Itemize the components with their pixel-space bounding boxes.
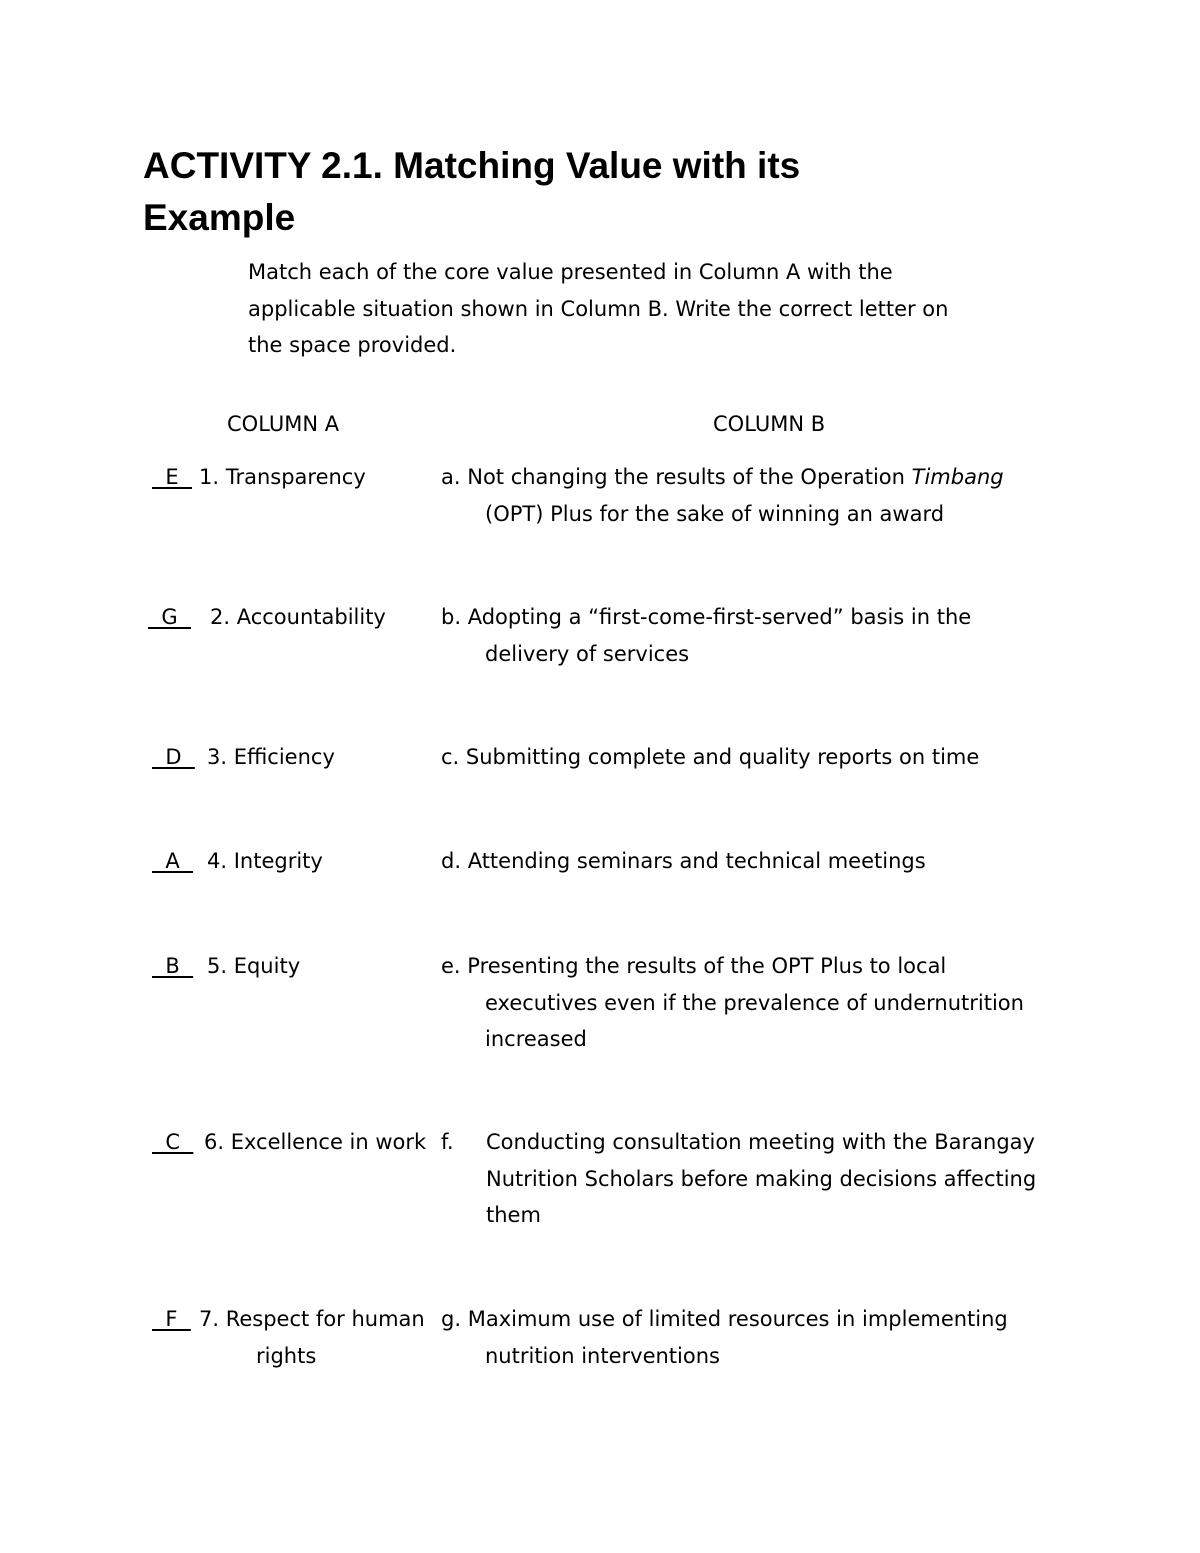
instructions: Match each of the core value presented in Column A with the applicable situation shown in Column B. Write the correct letter on the space provided. [248, 260, 949, 357]
answer-letter: A [152, 849, 194, 873]
column-a-value [199, 1301, 425, 1374]
answer-letter: F [152, 1307, 191, 1331]
column-a-value: 2. Accountability [210, 605, 386, 629]
example-text: Conducting consultation meeting with the Barangay [486, 1130, 1035, 1154]
example-letter: g. [441, 1307, 462, 1331]
answer-letter: C [152, 1130, 194, 1154]
example-text: Presenting the results of the OPT Plus to local [467, 954, 947, 978]
column-b-example [486, 1124, 1036, 1234]
column-b-example [441, 599, 971, 672]
column-a-value-line: rights [256, 1343, 317, 1368]
answer-blank[interactable] [152, 1124, 193, 1161]
example-italic-term: Timbang [911, 465, 1004, 489]
activity-title: ACTIVITY 2.1. Matching Value with its Example [143, 145, 801, 238]
column-a-value: 5. Equity [207, 954, 301, 978]
column-b-example [441, 739, 979, 776]
answer-blank[interactable] [148, 599, 191, 636]
example-text: Submitting complete and quality reports on time [465, 745, 980, 769]
example-text: Attending seminars and technical meetings [467, 849, 926, 873]
column-b-example [441, 948, 1024, 1058]
example-text: Adopting a “first-come-first-served” basis in the [467, 605, 972, 629]
column-a-value: 1. Transparency [199, 465, 366, 489]
example-text-line: increased [485, 1027, 587, 1051]
example-letter: e. [441, 954, 461, 978]
column-a-value: 3. Efficiency [207, 745, 335, 769]
example-text-line: nutrition interventions [485, 1343, 720, 1368]
column-a-header: COLUMN A [227, 412, 340, 436]
example-text-line: them [486, 1203, 541, 1227]
example-text: Maximum use of limited resources in implementing [467, 1307, 1008, 1331]
answer-letter: D [152, 745, 195, 769]
column-a-value-text: 7. Respect for human [199, 1307, 425, 1331]
column-b-example [441, 843, 926, 880]
column-b-example [441, 1301, 1008, 1374]
answer-letter: B [152, 954, 194, 978]
answer-blank[interactable] [152, 1301, 191, 1338]
column-a-value: 6. Excellence in work [204, 1130, 427, 1154]
answer-letter: G [148, 605, 191, 629]
answer-letter: E [152, 465, 192, 489]
example-text-line: (OPT) Plus for the sake of winning an award [485, 501, 945, 526]
example-letter: a. [441, 465, 461, 489]
example-letter: c. [441, 745, 460, 769]
example-text: Not changing the results of the Operation [467, 465, 905, 489]
column-b-example [441, 459, 1004, 532]
column-a-value: 4. Integrity [207, 849, 323, 873]
answer-blank[interactable] [152, 948, 193, 985]
example-letter: d. [441, 849, 462, 873]
column-b-header: COLUMN B [713, 412, 826, 436]
answer-blank[interactable] [152, 843, 193, 880]
example-text-line: Nutrition Scholars before making decisions affecting [486, 1166, 1037, 1191]
example-letter: f. [441, 1130, 454, 1154]
example-text-line: executives even if the prevalence of undernutrition [485, 990, 1024, 1015]
answer-blank[interactable] [152, 739, 195, 776]
example-text-line: delivery of services [485, 641, 690, 666]
example-letter: b. [441, 605, 462, 629]
answer-blank[interactable] [152, 459, 192, 496]
